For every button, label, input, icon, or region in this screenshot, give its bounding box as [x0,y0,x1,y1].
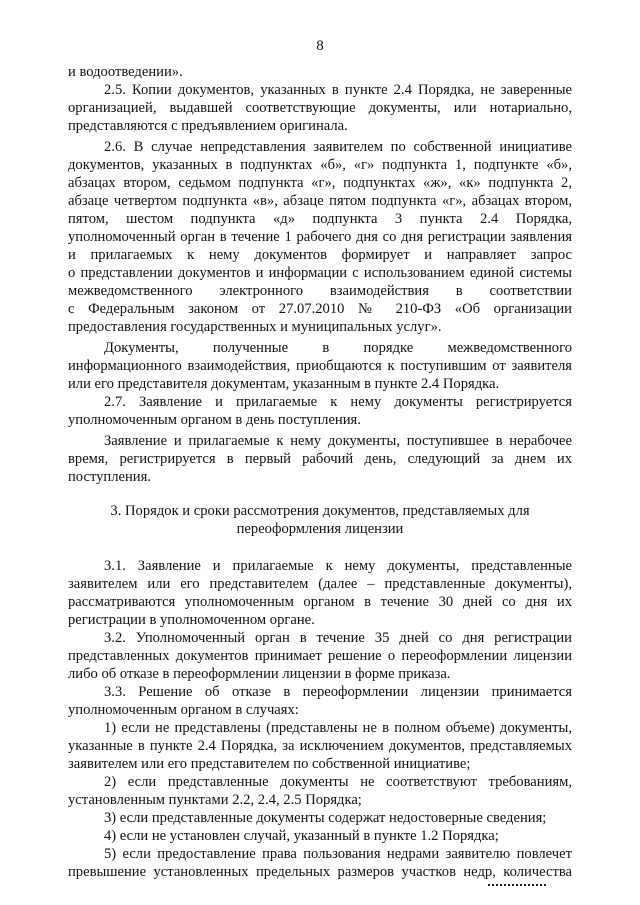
text-line: 3) если представленные документы содержат недостоверные сведения; [104,810,547,826]
text-line: пятом, шестом подпункта «д» подпункта 3 пункта 2.4 Порядка, [68,211,572,227]
text-line: 2) если представленные документы не соответствуют требованиям, [104,774,572,790]
text-line: или его представителя документам, указанным в пункте 2.4 Порядка. [68,376,500,392]
text-line: поступления. [68,469,151,485]
text-line: 2.7. Заявление и прилагаемые к нему документы регистрируется [104,394,572,410]
page-number: 8 [316,38,324,54]
text-line: уполномоченный орган в течение 1 рабочего дня со дня регистрации заявления [68,229,572,245]
text-line: Заявление и прилагаемые к нему документы, поступившее в нерабочее [104,433,572,449]
text-line: информационного взаимодействия, приобщаются к поступившим от заявителя [68,358,572,374]
text-line: и водоотведении». [68,64,183,80]
text-line: указанные в пункте 2.4 Порядка, за исключением документов, представляемых [68,738,572,754]
text-line: 3.1. Заявление и прилагаемые к нему документы, представленные [104,558,572,574]
text-line: представленных документов принимает решение о переоформлении лицензии [68,648,572,664]
text-line: 2.5. Копии документов, указанных в пункте 2.4 Порядка, не заверенные [104,82,572,98]
text-line: 2.6. В случае непредставления заявителем по собственной инициативе [104,139,572,155]
text-line: уполномоченным органом в день поступления. [68,412,361,428]
text-line: 3.3. Решение об отказе в переоформлении лицензии принимается [104,684,572,700]
text-line: и прилагаемых к нему документов формирует и направляет запрос [68,247,572,263]
text-line: регистрации в уполномоченном органе. [68,612,315,628]
scan-mark [488,884,546,886]
text-line: представляются с предъявлением оригинала. [68,118,348,134]
text-line: о представлении документов и информации с использованием единой системы [68,265,572,281]
text-line: заявителем или его представителем по собственной инициативе; [68,756,471,772]
section-heading: 3. Порядок и сроки рассмотрения документов, представляемых для [110,503,530,519]
text-line: 4) если не установлен случай, указанный в пункте 1.2 Порядка; [104,828,499,844]
text-line: 3.2. Уполномоченный орган в течение 35 дней со дня регистрации [104,630,572,646]
text-line: с Федеральным законом от 27.07.2010 № 210-ФЗ «Об организации [68,301,572,317]
text-line: превышение установленных предельных размеров участков недр, количества [68,864,572,880]
text-line: абзацах втором, седьмом подпункта «г», подпунктах «ж», «к» подпункта 2, [68,175,572,191]
text-line: установленным пунктами 2.2, 2.4, 2.5 Порядка; [68,792,362,808]
text-line: уполномоченным органом в случаях: [68,702,299,718]
text-line: организацией, выдавшей соответствующие документы, или нотариально, [68,100,572,116]
text-line: либо об отказе в переоформлении лицензии в форме приказа. [68,666,451,682]
text-line: абзаце четвертом подпункта «в», абзаце пятом подпункта «г», абзацах втором, [68,193,572,209]
text-line: рассматриваются уполномоченным органом в течение 30 дней со дня их [68,594,572,610]
text-line: межведомственного электронного взаимодействия в соответствии [68,283,572,299]
text-line: документов, указанных в подпунктах «б», «г» подпункта 1, подпункте «б», [68,157,572,173]
text-line: предоставления государственных и муниципальных услуг». [68,319,442,335]
text-line: 1) если не представлены (представлены не в полном объеме) документы, [104,720,572,736]
section-heading: переоформления лицензии [236,521,404,537]
text-line: 5) если предоставление права пользования недрами заявителю повлечет [104,846,572,862]
text-line: время, регистрируется в первый рабочий день, следующий за днем их [68,451,572,467]
text-line: Документы, полученные в порядке межведомственного [104,340,572,356]
text-line: заявителем или его представителем (далее – представленные документы), [68,576,572,592]
